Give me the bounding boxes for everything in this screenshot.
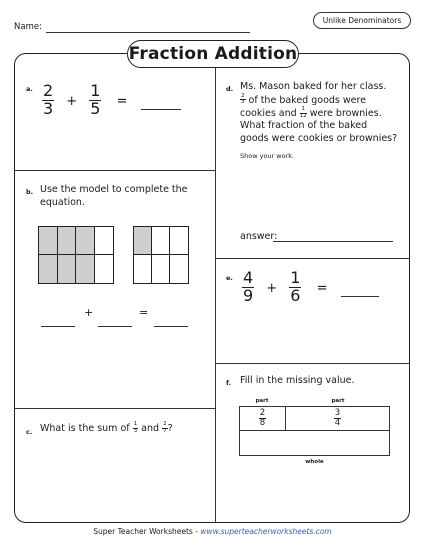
plus-sign: + [84, 306, 94, 319]
model-grid-2 [133, 226, 189, 284]
problem-d-fraction-1: $\frac{2}{3}$ [241, 92, 245, 106]
problem-b-blank-2[interactable] [98, 316, 132, 327]
problem-c-fraction-1: $\frac{1}{3}$ [133, 421, 138, 434]
answer-label: answer: [240, 231, 278, 242]
divider-a-b [14, 170, 215, 171]
problem-a-equation [42, 83, 181, 118]
problem-e-answer-blank[interactable] [341, 278, 379, 297]
problem-c-qmark: ? [167, 422, 173, 434]
problem-c-fraction-2: $\frac{2}{7}$ [163, 421, 167, 434]
name-label: Name: [14, 22, 42, 32]
problem-c-text-before: What is the sum of [40, 422, 130, 434]
problem-b-text [40, 184, 188, 209]
model-grid-1 [38, 226, 114, 284]
problem-d-line2: $\frac{2}{3}$ of the baked goods were [241, 92, 367, 106]
problem-d-answer-blank[interactable] [273, 232, 393, 242]
problem-d-fraction-2: $\frac{1}{12}$ [299, 105, 307, 119]
problem-d-line5: goods were cookies or brownies? [240, 132, 398, 144]
problem-d-line3: cookies and $\frac{1}{12}$ were brownies. [240, 105, 382, 119]
problem-d-line1: Ms. Mason baked for her class. [240, 81, 387, 92]
problem-e-fraction-2: $\frac{1}{6}$ [290, 268, 301, 305]
name-input-line[interactable] [46, 32, 250, 33]
equals-sign: = [116, 93, 128, 109]
problem-b-text-line2: equation. [40, 196, 85, 208]
problem-a-fraction-1: $\frac{2}{3}$ [43, 81, 54, 118]
divider-b-c [14, 408, 215, 409]
problem-a-letter: a. [26, 85, 33, 93]
footer [0, 527, 425, 536]
plus-sign: + [66, 93, 78, 109]
problem-b-letter: b. [26, 188, 34, 196]
problem-d-text [240, 81, 405, 145]
problem-b-text-line1: Use the model to complete the [40, 184, 188, 195]
show-work-label: Show your work. [240, 152, 295, 160]
whole-label: whole [305, 459, 324, 465]
footer-link[interactable]: www.superteacherworksheets.com [200, 527, 332, 536]
equals-sign: = [316, 280, 328, 296]
problem-b-blank-1[interactable] [41, 316, 75, 327]
footer-separator: - [192, 527, 201, 536]
problem-d-letter: d. [226, 85, 234, 93]
problem-d-line4: What fraction of the baked [240, 120, 368, 132]
problem-a-fraction-2: $\frac{1}{5}$ [90, 81, 101, 118]
problem-f-letter: f. [226, 379, 231, 387]
part-1-fraction: $\frac{2}{8}$ [259, 408, 266, 428]
part-label-2: part [331, 398, 345, 404]
part-cell-2 [286, 407, 389, 431]
divider-e-f [215, 363, 410, 364]
part-2-fraction: $\frac{3}{4}$ [334, 408, 341, 428]
topic-badge: Unlike Denominators [313, 12, 411, 29]
center-divider [215, 53, 216, 523]
bar-model [239, 406, 390, 456]
problem-c-letter: c. [26, 428, 33, 436]
problem-c-text [40, 422, 173, 435]
problem-c-and: and [141, 422, 160, 434]
problem-a-answer-blank[interactable] [141, 91, 181, 110]
whole-cell[interactable] [240, 431, 389, 455]
problem-b-blank-3[interactable] [154, 316, 188, 327]
part-cell-1 [240, 407, 286, 431]
problem-f-text: Fill in the missing value. [240, 375, 355, 386]
worksheet-title: Fraction Addition [127, 40, 299, 68]
part-label-1: part [255, 398, 269, 404]
equals-sign: = [139, 306, 149, 319]
plus-sign: + [266, 280, 278, 296]
problem-e-equation [242, 270, 379, 305]
divider-d-e [215, 258, 410, 259]
footer-brand: Super Teacher Worksheets [93, 527, 193, 536]
problem-e-letter: e. [226, 274, 233, 282]
problem-e-fraction-1: $\frac{4}{9}$ [243, 268, 254, 305]
